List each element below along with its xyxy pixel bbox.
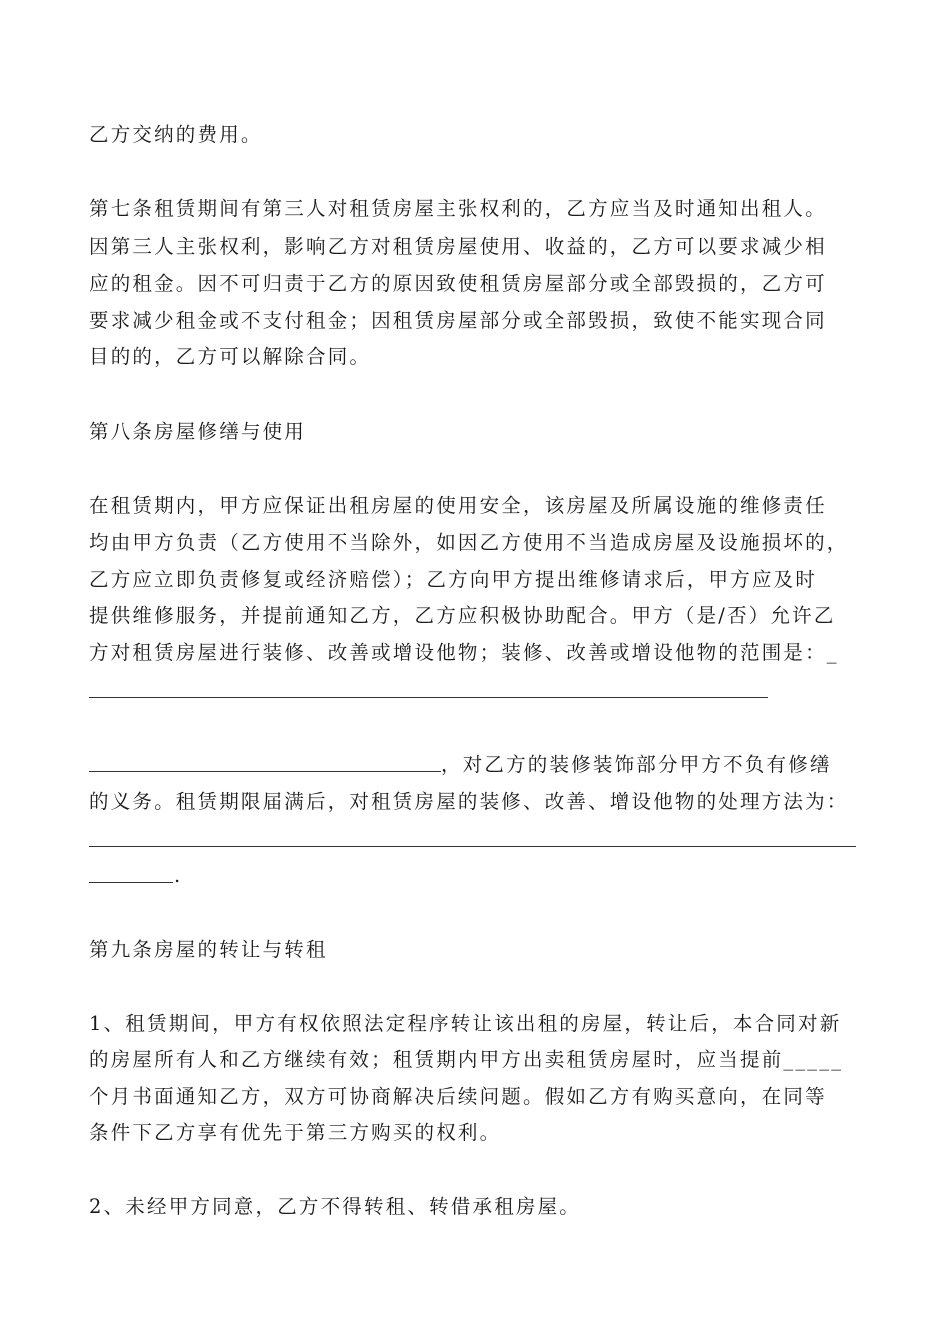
article-7-line-4: 要求减少租金或不支付租金；因租赁房屋部分或全部毁损，致使不能实现合同 (89, 309, 827, 332)
article-8-line-2: 均由甲方负责（乙方使用不当除外，如因乙方使用不当造成房屋及设施损坏的， (89, 531, 849, 554)
article-9-p1-line-2: 的房屋所有人和乙方继续有效；租赁期内甲方出卖租赁房屋时，应当提前_____ (89, 1048, 844, 1071)
article-7-line-2: 因第三人主张权利，影响乙方对租赁房屋使用、收益的，乙方可以要求减少相 (89, 235, 827, 258)
article-8-line-5: 方对租赁房屋进行装修、改善或增设他物；装修、改善或增设他物的范围是：_ (89, 641, 839, 664)
article-8-line-1: 在租赁期内，甲方应保证出租房屋的使用安全，该房屋及所属设施的维修责任 (89, 494, 827, 517)
article-8-line-3: 乙方应立即负责修复或经济赔偿）；乙方向甲方提出维修请求后，甲方应及时 (89, 568, 818, 591)
article-8-line-4: 提供维修服务，并提前通知乙方，乙方应积极协助配合。甲方（是/否）允许乙 (89, 604, 836, 627)
article-9-p1-line-4: 条件下乙方享有优先于第三方购买的权利。 (89, 1121, 502, 1144)
article-7-line-3: 应的租金。因不可归责于乙方的原因致使租赁房屋部分或全部毁损的，乙方可 (89, 272, 827, 295)
fill-in-blank-line (89, 846, 856, 847)
paragraph-fee: 乙方交纳的费用。 (89, 123, 263, 146)
fill-in-blank-line (89, 771, 441, 772)
article-8-line-6: ，对乙方的装修装饰部分甲方不负有修缮 (441, 753, 832, 776)
fill-in-blank-line (89, 697, 768, 698)
fill-in-blank-line (89, 882, 173, 883)
article-7-line-5: 目的的，乙方可以解除合同。 (89, 345, 372, 368)
article-9-p2: 2、未经甲方同意，乙方不得转租、转借承租房屋。 (89, 1195, 582, 1218)
article-8-line-7: 的义务。租赁期限届满后，对租赁房屋的装修、改善、增设他物的处理方法为： (89, 790, 849, 813)
article-7-line-1: 第七条租赁期间有第三人对租赁房屋主张权利的，乙方应当及时通知出租人。 (89, 197, 827, 220)
article-8-line-8: . (174, 864, 183, 887)
article-8-title: 第八条房屋修缮与使用 (89, 420, 307, 443)
article-9-title: 第九条房屋的转让与转租 (89, 938, 328, 961)
article-9-p1-line-3: 个月书面通知乙方，双方可协商解决后续问题。假如乙方有购买意向，在同等 (89, 1085, 827, 1108)
article-9-p1-line-1: 1、租赁期间，甲方有权依照法定程序转让该出租的房屋，转让后，本合同对新 (89, 1012, 842, 1035)
